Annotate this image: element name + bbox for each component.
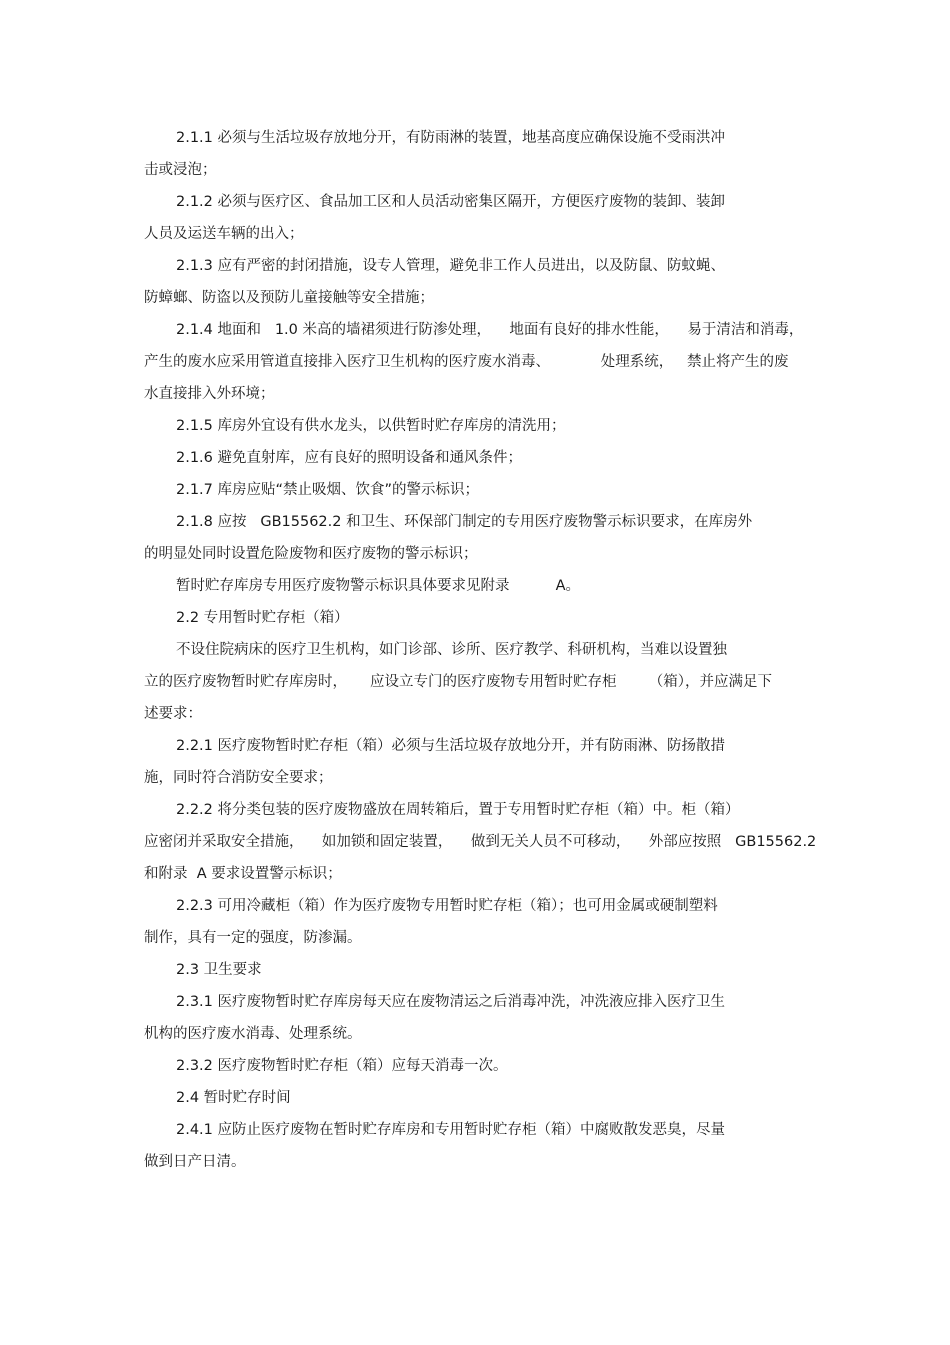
- text-line: 2.2.3 可用冷藏柜（箱）作为医疗废物专用暂时贮存柜（箱）；也可用金属或硬制塑料: [176, 898, 718, 914]
- text-line: 不设住院病床的医疗卫生机构，如门诊部、诊所、医疗教学、科研机构，当难以设置独: [176, 642, 727, 658]
- text-line: 2.3.1 医疗废物暂时贮存库房每天应在废物清运之后消毒冲洗，冲洗液应排入医疗卫生: [176, 994, 726, 1010]
- text-line: 应密闭并采取安全措施， 如加锁和固定装置， 做到无关人员不可移动， 外部应按照 GB15562.2: [144, 834, 817, 850]
- text-line: 施，同时符合消防安全要求；: [144, 770, 333, 786]
- text-line: 2.1.6 避免直射库，应有良好的照明设备和通风条件；: [176, 450, 523, 466]
- section-heading: 2.3 卫生要求: [176, 962, 262, 978]
- text-line: 机构的医疗废水消毒、处理系统。: [144, 1026, 362, 1042]
- text-line: 2.1.5 库房外宜设有供水龙头，以供暂时贮存库房的清洗用；: [176, 418, 566, 434]
- text-line: 击或浸泡；: [144, 162, 217, 178]
- text-line: 人员及运送车辆的出入；: [144, 226, 304, 242]
- text-line: 制作，具有一定的强度，防渗漏。: [144, 930, 362, 946]
- text-line: 2.4.1 应防止医疗废物在暂时贮存库房和专用暂时贮存柜（箱）中腐败散发恶臭，尽量: [176, 1122, 726, 1138]
- text-line: 2.1.8 应按 GB15562.2 和卫生、环保部门制定的专用医疗废物警示标识要求，在库房外: [176, 514, 753, 530]
- text-line: 2.1.7 库房应贴“禁止吸烟、饮食”的警示标识；: [176, 482, 480, 498]
- text-line: 暂时贮存库房专用医疗废物警示标识具体要求见附录 A。: [176, 578, 581, 594]
- text-line: 防蟑螂、防盗以及预防儿童接触等安全措施；: [144, 290, 434, 306]
- section-heading: 2.2 专用暂时贮存柜（箱）: [176, 610, 349, 626]
- text-line: 做到日产日清。: [144, 1154, 246, 1170]
- text-line: 2.1.4 地面和 1.0 米高的墙裙须进行防渗处理， 地面有良好的排水性能， 易于清洁和消毒，: [176, 322, 804, 338]
- text-line: 2.3.2 医疗废物暂时贮存柜（箱）应每天消毒一次。: [176, 1058, 508, 1074]
- text-line: 2.2.2 将分类包装的医疗废物盛放在周转箱后，置于专用暂时贮存柜（箱）中。柜（箱）: [176, 802, 740, 818]
- section-heading: 2.4 暂时贮存时间: [176, 1090, 291, 1106]
- text-line: 产生的废水应采用管道直接排入医疗卫生机构的医疗废水消毒、 处理系统， 禁止将产生的废: [144, 354, 789, 370]
- text-line: 2.1.3 应有严密的封闭措施，设专人管理，避免非工作人员进出，以及防鼠、防蚊蝇、: [176, 258, 726, 274]
- text-line: 和附录 A 要求设置警示标识；: [144, 866, 342, 882]
- text-line: 水直接排入外环境；: [144, 386, 275, 402]
- text-line: 2.2.1 医疗废物暂时贮存柜（箱）必须与生活垃圾存放地分开，并有防雨淋、防扬散措: [176, 738, 726, 754]
- text-line: 立的医疗废物暂时贮存库房时， 应设立专门的医疗废物专用暂时贮存柜 （箱），并应满足下: [144, 674, 773, 690]
- text-line: 的明显处同时设置危险废物和医疗废物的警示标识；: [144, 546, 478, 562]
- text-line: 2.1.2 必须与医疗区、食品加工区和人员活动密集区隔开，方便医疗废物的装卸、装卸: [176, 194, 726, 210]
- text-line: 2.1.1 必须与生活垃圾存放地分开，有防雨淋的装置，地基高度应确保设施不受雨洪冲: [176, 130, 726, 146]
- text-line: 述要求：: [144, 706, 202, 722]
